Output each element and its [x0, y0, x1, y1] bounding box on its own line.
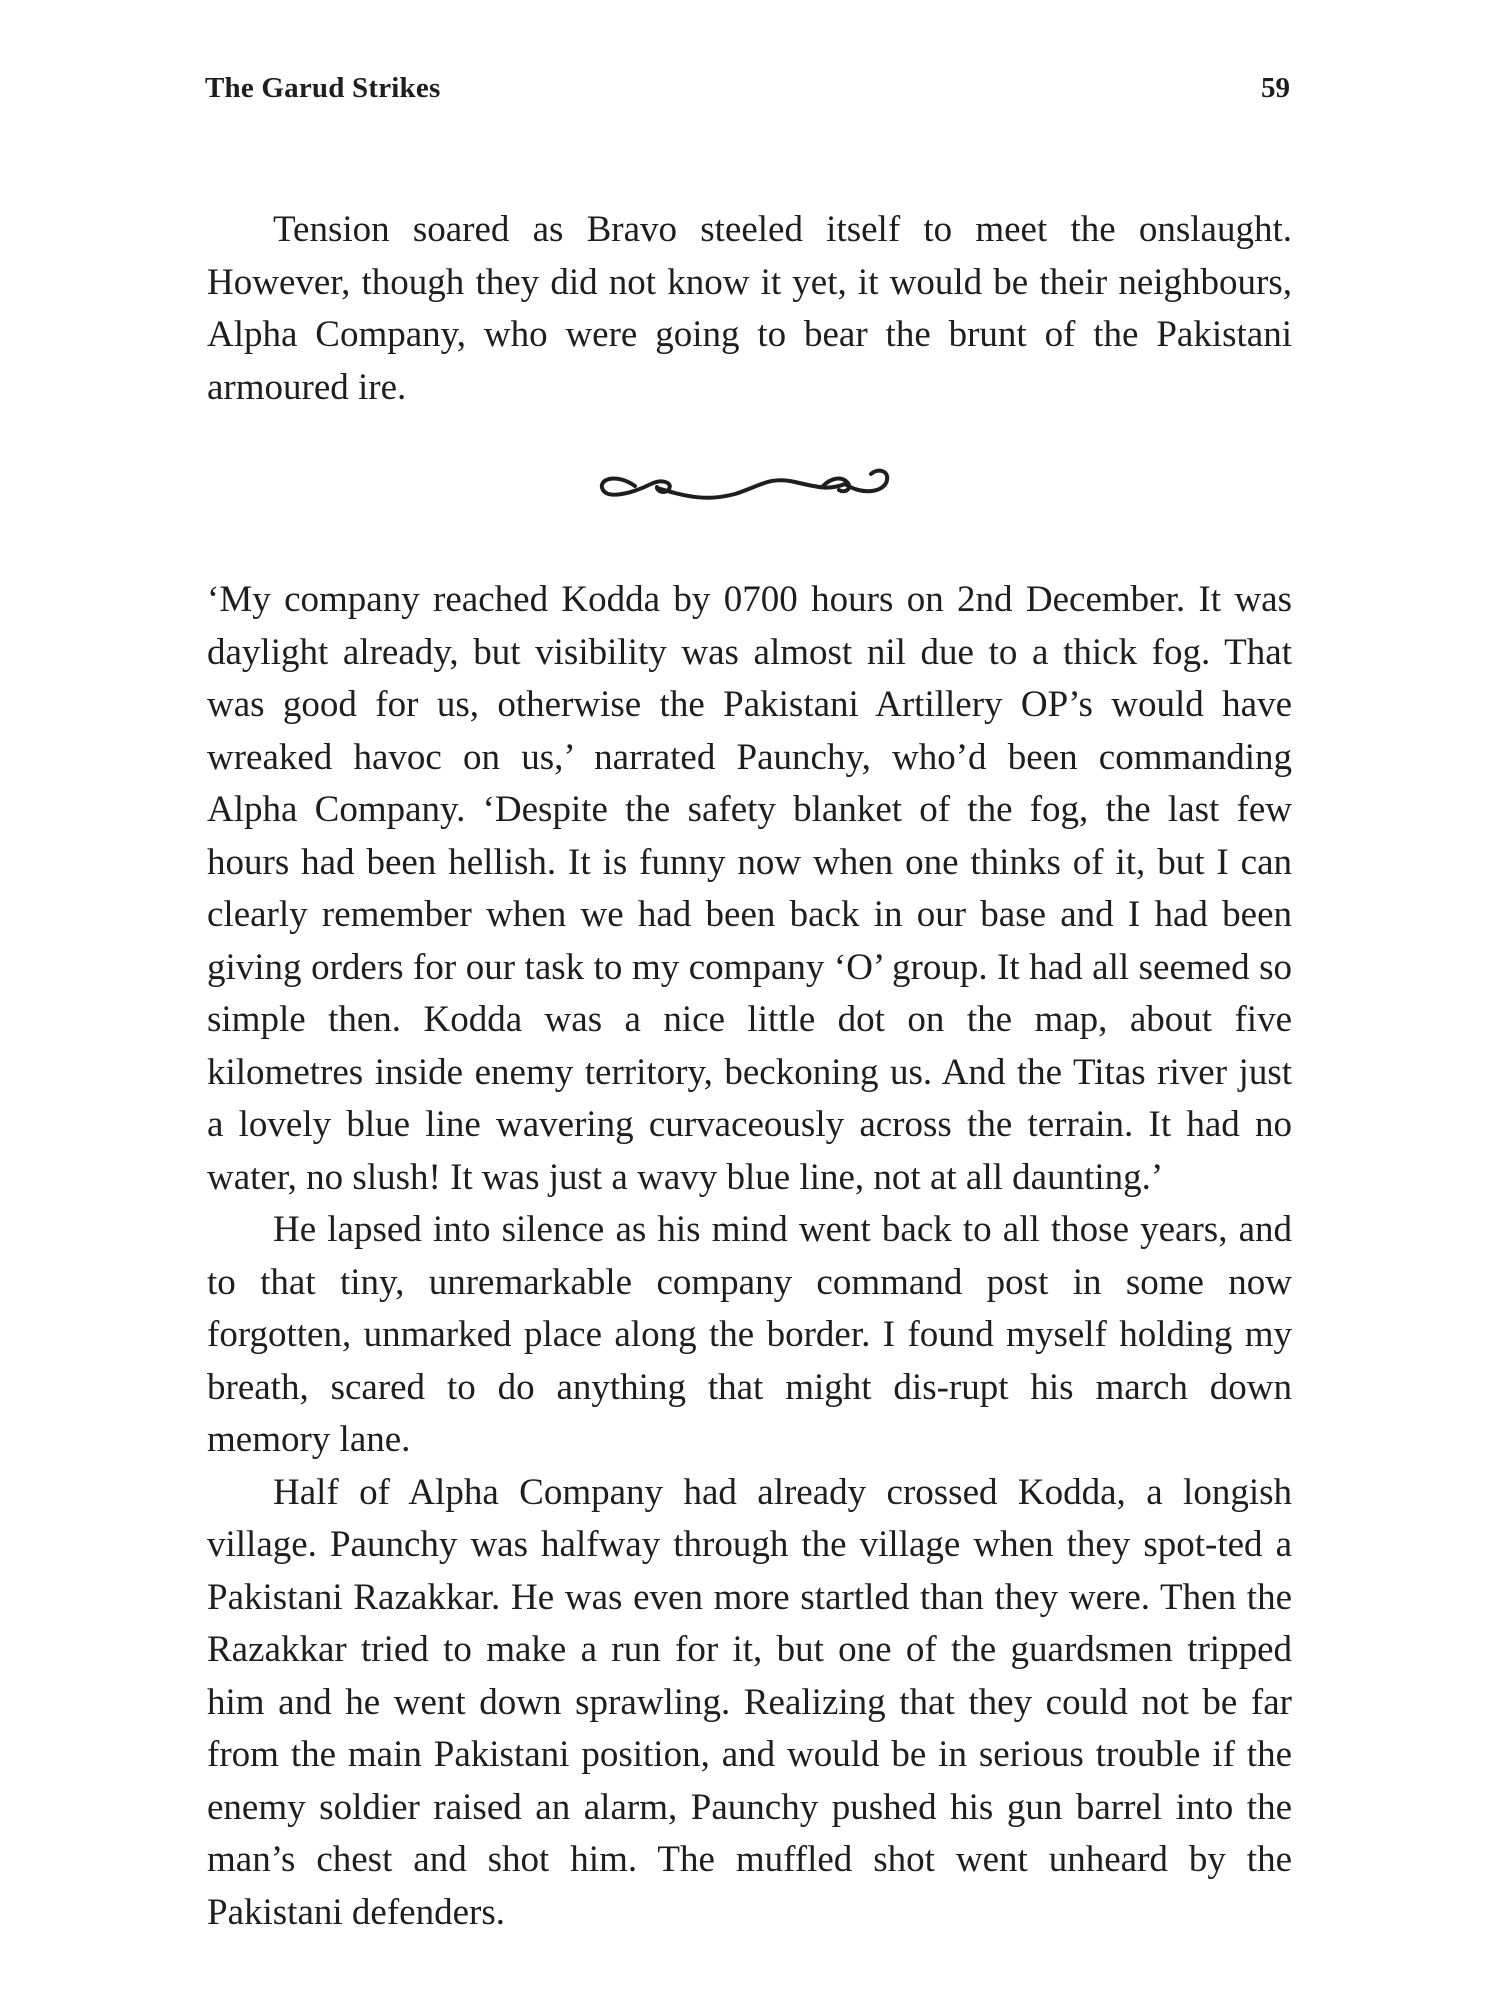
text-block-before-break [207, 204, 1292, 414]
paragraph: He lapsed into silence as his mind went back to all those years, and to that tiny, unremarkable company command post in some now forgotten, unmarked place along the border. I found myself holding my breath, scared to do anything that might dis-rupt his march down memory lane. [207, 1209, 1292, 1460]
page-header [205, 72, 1290, 112]
paragraph: Half of Alpha Company had already crossed Kodda, a longish village. Paunchy was halfway through the village when they spot-ted a Pakistani Razakkar. He was even more startled than they were. Then the Razakkar tried to make a run for it, but one of the guardsmen tripped him and he went down sprawling. Realizing that they could not be far from the main Pakistani position, and would be in serious trouble if the enemy soldier raised an alarm, Paunchy pushed his gun barrel into the man’s chest and shot him. The muffled shot went unheard by the Pakistani defenders. [207, 1471, 1292, 1933]
paragraph: Tension soared as Bravo steeled itself to meet the onslaught. However, though they did not know it yet, it would be their neighbours, Alpha Company, who were going to bear the brunt of the Pakistani armoured ire. [207, 209, 1292, 408]
page-number: 59 [1261, 72, 1290, 104]
flourish-ornament-icon [595, 462, 895, 508]
running-head: The Garud Strikes [205, 72, 441, 104]
paragraph: ‘My company reached Kodda by 0700 hours on 2nd December. It was daylight already, but visibility was almost nil due to a thick fog. That was good for us, otherwise the Pakistani Artillery OP’s would have wreaked havoc on us,’ narrated Paunchy, who’d been commanding Alpha Company. ‘Despite the safety blanket of the fog, the last few hours had been hellish. It is funny now when one thinks of it, but I can clearly remember when we had been back in our base and I had been giving orders for our task to my company ‘O’ group. It had all seemed so simple then. Kodda was a nice little dot on the map, about five kilometres inside enemy territory, beckoning us. And the Titas river just a lovely blue line wavering curvaceously across the terrain. It had no water, no slush! It was just a wavy blue line, not at all daunting.’ [207, 579, 1292, 1198]
text-block-after-break [207, 574, 1292, 1939]
